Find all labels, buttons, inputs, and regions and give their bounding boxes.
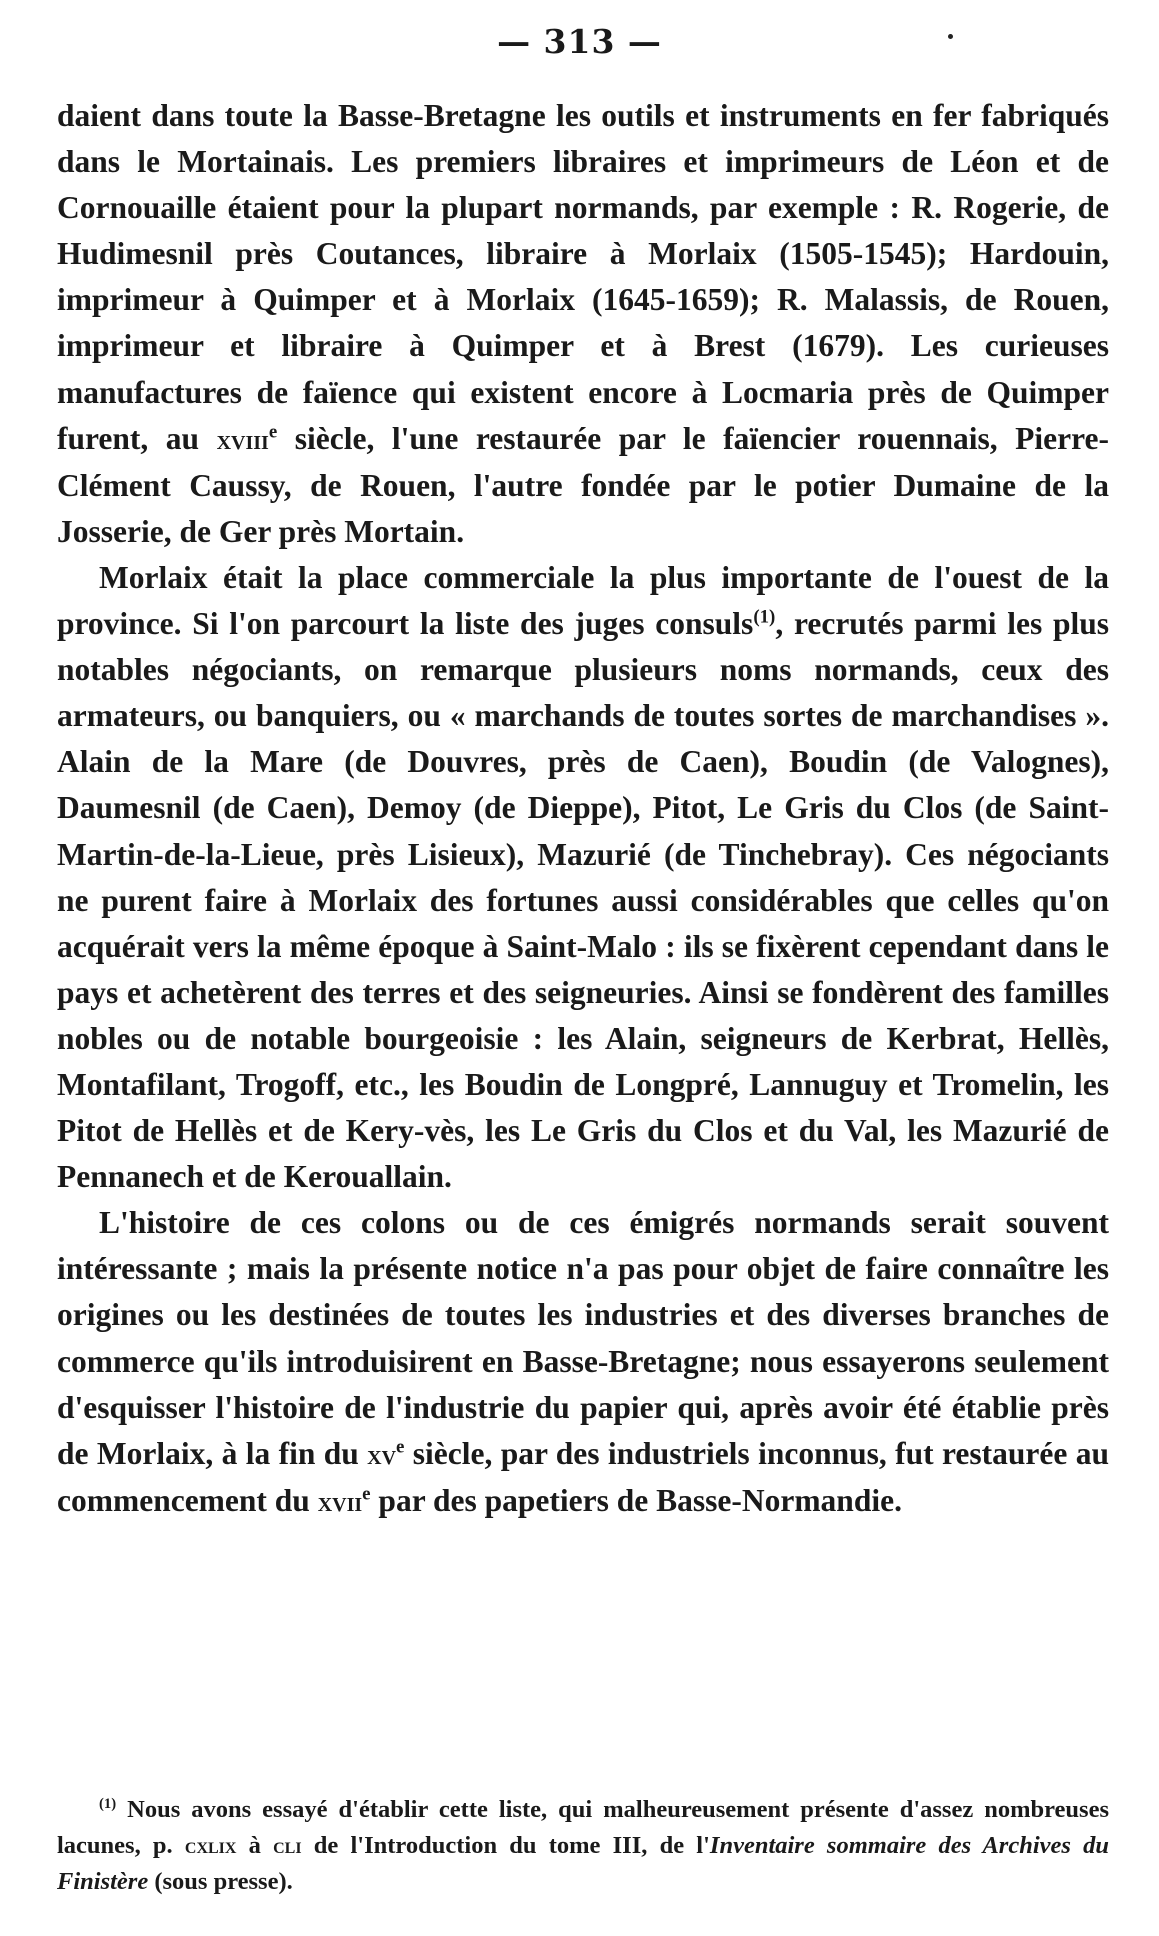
paragraph-2-text-a: Morlaix était la place commerciale la plus importante de l'ouest de la province. Si l'on parcourt la liste des juges consuls (57, 559, 1109, 642)
footnote-text-d: (sous presse). (148, 1868, 293, 1895)
paragraph-2-text-b: , recrutés parmi les plus notables négociants, on remarque plusieurs noms normands, ceux des armateurs, ou banquiers, ou « marchands de toutes sortes de marchandises ». Alain de la Mare (de Douvres, près de Caen), Boudin (de Valognes), Daumesnil (de Caen), Demoy (de Dieppe), Pitot, Le Gris du Clos (de Saint-Martin-de-la-Lieue, près Lisieux), Mazurié (de Tinchebray). Ces négociants ne purent faire à Morlaix des fortunes aussi considérables que celles qu'on acquérait vers la même époque à Saint-Malo : ils se fixèrent cependant dans le pays et achetèrent des terres et des seigneuries. Ainsi se fondèrent des familles nobles ou de notable bourgeoisie : les Alain, seigneurs de Kerbrat, Hellès, Montafilant, Trogoff, etc., les Boudin de Longpré, Lannuguy et Tromelin, les Pitot de Hellès et de Kery-vès, les Le Gris du Clos et du Val, les Mazurié de Pennanech et de Kerouallain. (57, 606, 1109, 1195)
century-numeral: xviii (216, 423, 269, 456)
page-number: — 313 — (497, 22, 662, 61)
paragraph-1-text: daient dans toute la Basse-Bretagne les outils et instruments en fer fabriqués dans le Mortainais. Les premiers libraires et imprimeurs de Léon et de Cornouaille étaient pour la plupart normands, par exemple : R. Rogerie, de Hudimesnil près Coutances, libraire à Morlaix (1505-1545); Hardouin, imprimeur à Quimper et à Morlaix (1645-1659); R. Malassis, de Rouen, imprimeur et libraire à Quimper et à Brest (1679). Les curieuses manufactures de faïence qui existent encore à Locmaria près de Quimper furent, au (57, 98, 1109, 456)
paragraph-2 (57, 555, 1109, 1200)
century-numeral: xv (367, 1438, 397, 1471)
footnote-text-a: Nous avons essayé d'établir cette liste, qui malheureusement présente d'assez nombreuses lacunes, p. (57, 1796, 1109, 1859)
footnote-reference: (1) (753, 606, 776, 628)
paragraph-1-text-end: siècle, l'une restaurée par le faïencier rouennais, Pierre-Clément Caussy, de Rouen, l'autre fondée par le potier Dumaine de la Josserie, de Ger près Mortain. (57, 420, 1109, 549)
footnote-1 (57, 1792, 1109, 1900)
paragraph-3-text-a: L'histoire de ces colons ou de ces émigrés normands serait souvent intéressante ; mais la présente notice n'a pas pour objet de faire connaître les origines ou les destinées de toutes les industries et des diverses branches de commerce qu'ils introduisirent en Basse-Bretagne; nous essayerons seulement d'esquisser l'histoire de l'industrie du papier qui, après avoir été établie près de Morlaix, à la fin du (57, 1205, 1109, 1471)
footnote-page-range-start: cxlix (184, 1833, 237, 1858)
paragraph-3 (57, 1200, 1109, 1525)
paragraph-3-text-b: siècle, par des industriels inconnus, fut restaurée au commencement du (57, 1435, 1109, 1518)
century-numeral: xvii (317, 1485, 363, 1518)
footnote-page-range-end: cli (273, 1833, 302, 1858)
footnotes (57, 1792, 1109, 1900)
footnote-text-c: de l'Introduction du tome III, de l' (301, 1832, 710, 1859)
century-suffix: e (268, 421, 278, 443)
footnote-text-b: à (236, 1832, 274, 1859)
paragraph-1 (57, 93, 1109, 555)
century-suffix: e (362, 1483, 371, 1505)
ink-speck (948, 34, 953, 39)
footnote-marker: (1) (99, 1795, 117, 1812)
footnote-work-title: Inventaire sommaire des Archives du Finistère (57, 1832, 1110, 1895)
century-suffix: e (396, 1436, 405, 1458)
paragraph-3-text-c: par des papetiers de Basse-Normandie. (370, 1482, 902, 1518)
body-text (57, 93, 1109, 1525)
